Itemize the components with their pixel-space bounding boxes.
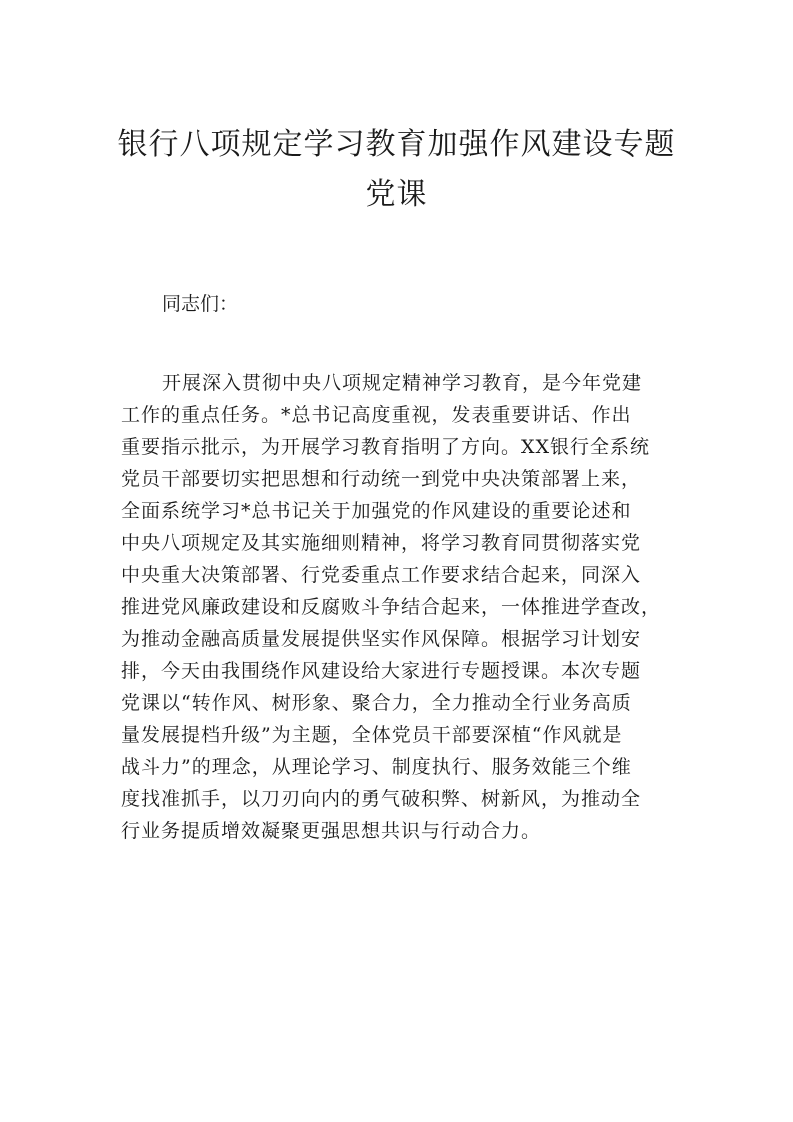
paragraph-line: 党课以“转作风、树形象、聚合力，全力推动全行业务高质 (121, 692, 632, 714)
paragraph-line: 行业务提质增效凝聚更强思想共识与行动合力。 (121, 820, 542, 842)
paragraph-line: 为推动金融高质量发展提供坚实作风保障。根据学习计划安 (121, 628, 642, 650)
paragraph-line: 全面系统学习*总书记关于加强党的作风建设的重要论述和 (121, 500, 632, 522)
document-title (110, 120, 683, 220)
paragraph-line: 战斗力”的理念，从理论学习、制度执行、服务效能三个维 (121, 756, 632, 778)
title-line-2: 党课 (365, 177, 428, 212)
paragraph-line: 工作的重点任务。*总书记高度重视，发表重要讲话、作出 (121, 404, 632, 426)
paragraph-line: 度找准抓手，以刀刃向内的勇气破积弊、树新风，为推动全 (121, 788, 642, 810)
paragraph-line: 党员干部要切实把思想和行动统一到党中央决策部署上来， (121, 468, 642, 490)
paragraph-line: 中央八项规定及其实施细则精神，将学习教育同贯彻落实党 (121, 532, 642, 554)
paragraph-line: 推进党风廉政建设和反腐败斗争结合起来，一体推进学查改， (121, 596, 662, 618)
paragraph-line: 量发展提档升级”为主题，全体党员干部要深植“作风就是 (121, 724, 623, 746)
salutation: 同志们： (162, 293, 239, 315)
paragraph-line: 开展深入贯彻中央八项规定精神学习教育，是今年党建 (162, 372, 643, 394)
title-line-1: 银行八项规定学习教育加强作风建设专题 (117, 127, 676, 162)
paragraph-line: 中央重大决策部署、行党委重点工作要求结合起来，同深入 (121, 564, 642, 586)
body-paragraph (121, 367, 691, 847)
paragraph-line: 排，今天由我围绕作风建设给大家进行专题授课。本次专题 (121, 660, 642, 682)
paragraph-line: 重要指示批示，为开展学习教育指明了方向。XX银行全系统 (121, 436, 651, 458)
